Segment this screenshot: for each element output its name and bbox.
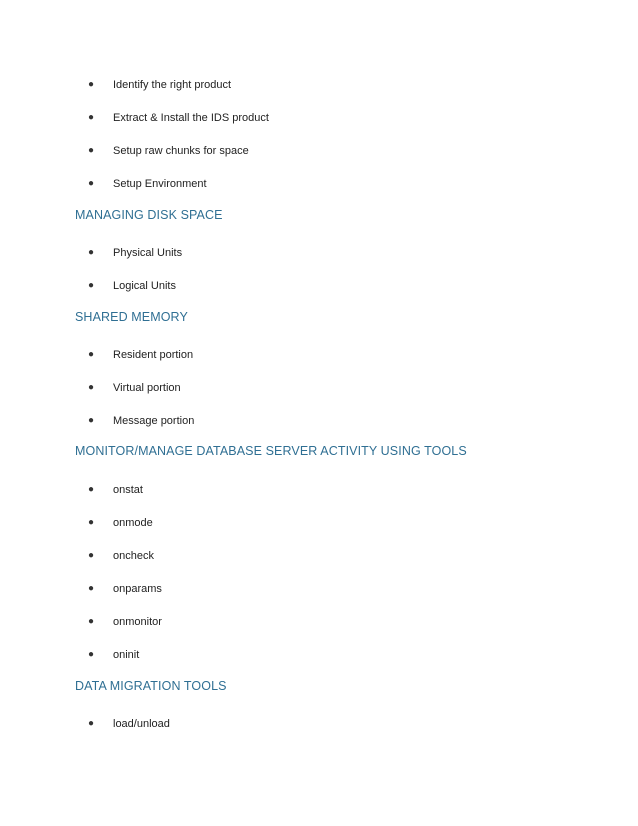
list-item: onparams bbox=[113, 583, 162, 595]
bullet-icon: ● bbox=[88, 583, 95, 594]
bullet-icon: ● bbox=[88, 247, 95, 258]
list-item: Resident portion bbox=[113, 349, 194, 361]
section-heading-shared-memory: SHARED MEMORY bbox=[75, 310, 188, 324]
list-item: oncheck bbox=[113, 550, 154, 562]
list-item: onmonitor bbox=[113, 616, 162, 628]
bullet-icon: ● bbox=[88, 382, 95, 393]
bullet-icon: ● bbox=[88, 484, 95, 495]
list-item: load/unload bbox=[113, 718, 170, 730]
bullet-icon: ● bbox=[88, 280, 95, 291]
list-item: Setup Environment bbox=[113, 178, 207, 190]
bullet-icon: ● bbox=[88, 718, 95, 729]
list-item: Physical Units bbox=[113, 247, 183, 259]
bullet-icon: ● bbox=[88, 79, 95, 90]
bullet-icon: ● bbox=[88, 517, 95, 528]
bullet-icon: ● bbox=[88, 415, 95, 426]
bullet-icon: ● bbox=[88, 112, 95, 123]
section-heading-monitor-tools: MONITOR/MANAGE DATABASE SERVER ACTIVITY USING TOOLS bbox=[75, 444, 467, 458]
list-item: Identify the right product bbox=[113, 79, 232, 91]
list-item: oninit bbox=[113, 649, 140, 661]
list-item: Extract & Install the IDS product bbox=[113, 112, 269, 124]
list-item: Message portion bbox=[113, 415, 195, 427]
list-item: Logical Units bbox=[113, 280, 176, 292]
bullet-icon: ● bbox=[88, 178, 95, 189]
list-item: Setup raw chunks for space bbox=[113, 145, 249, 157]
bullet-icon: ● bbox=[88, 616, 95, 627]
section-heading-data-migration-tools: DATA MIGRATION TOOLS bbox=[75, 679, 227, 693]
list-item: Virtual portion bbox=[113, 382, 181, 394]
bullet-icon: ● bbox=[88, 145, 95, 156]
section-heading-managing-disk-space: MANAGING DISK SPACE bbox=[75, 208, 223, 222]
list-item: onstat bbox=[113, 484, 143, 496]
list-item: onmode bbox=[113, 517, 153, 529]
bullet-icon: ● bbox=[88, 349, 95, 360]
bullet-icon: ● bbox=[88, 550, 95, 561]
bullet-icon: ● bbox=[88, 649, 95, 660]
